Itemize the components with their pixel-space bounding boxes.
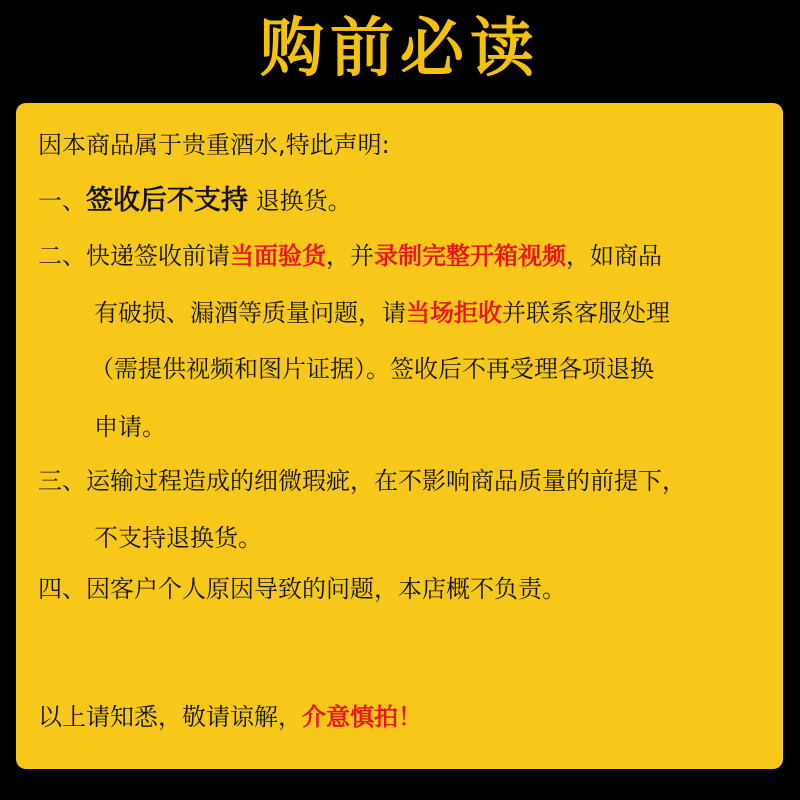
item-3-line-1 [38,461,686,501]
item-2-text-b: ，并 [326,242,374,270]
item-2-highlight-inspect: 当面验货 [230,242,326,270]
item-4 [38,569,566,609]
item-2-line-4 [94,407,166,447]
item-2-text-e: 并联系客服处理 [502,299,670,327]
item-2-line-1 [38,236,662,276]
item-2-text-a: 快递签收前请 [86,242,230,270]
item-2-highlight-video: 录制完整开箱视频 [374,242,566,270]
item-4-prefix: 四、 [38,575,86,603]
item-2-text-g: 申请。 [94,413,166,441]
item-1-bold-text: 签收后不支持 [86,185,248,216]
item-1-prefix: 一、 [38,187,86,215]
intro-text: 因本商品属于贵重酒水,特此声明: [38,131,390,159]
item-3-text-b: 不支持退换货。 [94,524,262,552]
item-2-line-3 [90,349,654,389]
page-title: 购前必读 [260,12,540,86]
intro-line [38,125,390,165]
item-1-rest: 退换货。 [255,187,352,215]
closing-highlight: 介意慎拍！ [302,703,422,731]
item-2-text-d: 有破损、漏酒等质量问题，请 [94,299,406,327]
item-2-text-f: （需提供视频和图片证据）。签收后不再受理各项退换 [90,355,654,383]
item-3-prefix: 三、 [38,467,86,495]
item-2-line-2 [94,293,670,333]
item-3-line-2 [94,518,262,558]
closing-text: 以上请知悉，敬请谅解， [38,703,302,731]
item-2-highlight-refuse: 当场拒收 [406,299,502,327]
item-3-text-a: 运输过程造成的细微瑕疵，在不影响商品质量的前提下， [86,467,686,495]
item-4-text: 因客户个人原因导致的问题，本店概不负责。 [86,575,566,603]
item-2-text-c: ，如商品 [566,242,662,270]
item-2-prefix: 二、 [38,242,86,270]
item-1 [38,181,352,221]
closing-line [38,697,422,737]
notice-card [16,103,783,769]
